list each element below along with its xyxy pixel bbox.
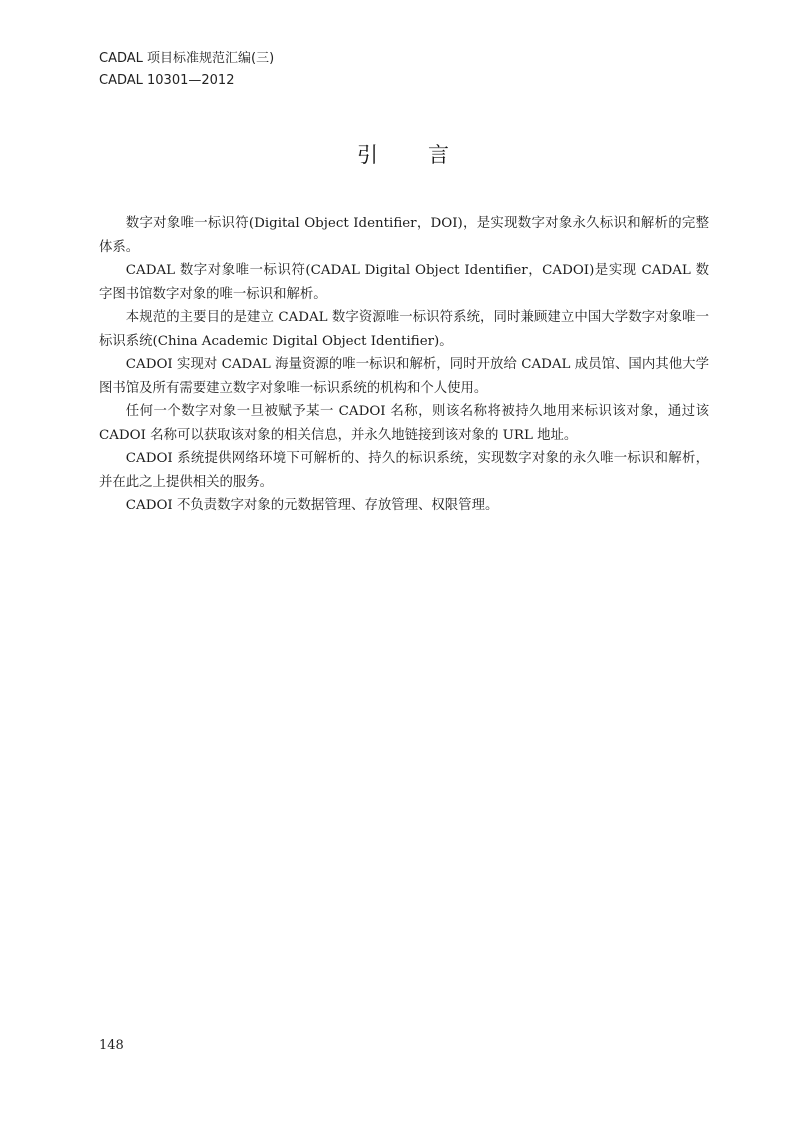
- paragraph: CADOI 不负责数字对象的元数据管理、存放管理、权限管理。: [125, 498, 499, 513]
- page-number: 148: [99, 1038, 124, 1053]
- standard-number: CADAL 10301—2012: [99, 73, 235, 88]
- paragraph: CADAL 数字对象唯一标识符(CADAL Digital Object Identifier，CADOI)是实现 CADAL 数字图书馆数字对象的唯一标识和解析。: [99, 263, 709, 302]
- paragraph: 数字对象唯一标识符(Digital Object Identifier，DOI)，是实现数字对象永久标识和解析的完整体系。: [99, 216, 709, 255]
- paragraph: CADOI 系统提供网络环境下可解析的、持久的标识系统，实现数字对象的永久唯一标识和解析，并在此之上提供相关的服务。: [99, 451, 709, 490]
- paragraph: CADOI 实现对 CADAL 海量资源的唯一标识和解析，同时开放给 CADAL 成员馆、国内其他大学图书馆及所有需要建立数字对象唯一标识系统的机构和个人使用。: [99, 357, 709, 396]
- page-title: 引言: [357, 143, 499, 167]
- paragraph: 任何一个数字对象一旦被赋予某一 CADOI 名称，则该名称将被持久地用来标识该对象，通过该 CADOI 名称可以获取该对象的相关信息，并永久地链接到该对象的 URL 地址。: [99, 404, 709, 443]
- collection-title: CADAL 项目标准规范汇编(三): [99, 51, 275, 66]
- running-header: [99, 48, 274, 92]
- paragraph: 本规范的主要目的是建立 CADAL 数字资源唯一标识符系统，同时兼顾建立中国大学数字对象唯一标识系统(China Academic Digital Object Identifier)。: [99, 310, 709, 349]
- introduction-body: [99, 212, 709, 518]
